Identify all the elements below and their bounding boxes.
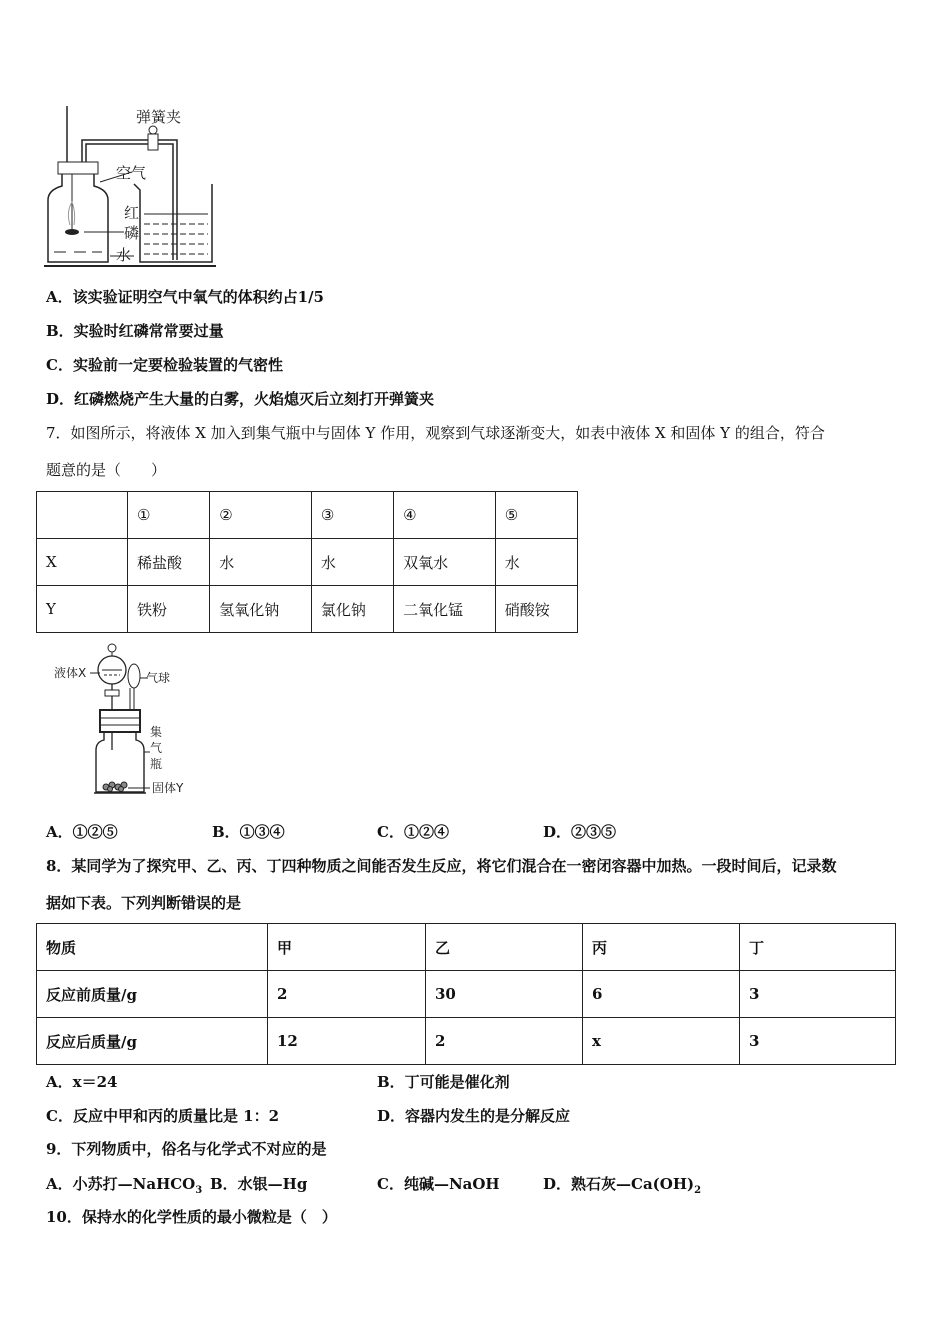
table-cell: 氢氧化钠 [210,586,312,633]
q8-stem-line1: 8．某同学为了探究甲、乙、丙、丁四种物质之间能否发生反应，将它们混合在一密闭容器中加热。一段时间后，记录数 [46,857,837,875]
table-row [37,492,578,539]
table-cell: 3 [740,971,896,1018]
q7-option-b: B．①③④ [212,823,285,841]
q8-option-c: C．反应中甲和丙的质量比是 1：2 [46,1107,280,1125]
table-row [37,586,578,633]
table-cell: 稀盐酸 [128,539,210,586]
table-row [37,924,896,971]
table-cell: 6 [583,971,740,1018]
q7-stem-line1: 7．如图所示，将液体 X 加入到集气瓶中与固体 Y 作用，观察到气球逐渐变大，如表中液体 X 和固体 Y 的组合，符合 [46,424,825,442]
q7-apparatus-figure [50,640,200,800]
q8-table [36,923,896,1065]
q6-option-b: B．实验时红磷常常要过量 [46,322,224,340]
table-cell: ① [128,492,210,539]
q8-option-a: A．x＝24 [46,1073,118,1091]
table-cell: ② [210,492,312,539]
table-cell: 乙 [426,924,583,971]
q8-stem-line2: 据如下表。下列判断错误的是 [46,894,242,912]
q8-option-d: D．容器内发生的是分解反应 [377,1107,571,1125]
table-cell: 2 [268,971,426,1018]
q6-option-d: D．红磷燃烧产生大量的白雾，火焰熄灭后立刻打开弹簧夹 [46,390,435,408]
table-cell: 丙 [583,924,740,971]
table-cell: ③ [311,492,393,539]
q7-option-a: A．①②⑤ [46,823,118,841]
q9-option-a: A．小苏打—NaHCO$_3$ [46,1175,203,1196]
table-cell: 铁粉 [128,586,210,633]
table-cell: 2 [426,1018,583,1065]
q6-label-clamp: 弹簧夹 [136,108,182,126]
q7-table [36,491,578,633]
q6-label-water: 水 [116,246,132,264]
table-cell: 丁 [740,924,896,971]
table-cell: 甲 [268,924,426,971]
q9-stem: 9．下列物质中，俗名与化学式不对应的是 [46,1140,327,1158]
table-cell: ⑤ [495,492,577,539]
q7-option-c: C．①②④ [377,823,449,841]
q6-label-air: 空气 [116,164,147,182]
q6-label-phosphorus-1: 红 [124,204,140,222]
table-cell: 氯化钠 [311,586,393,633]
table-cell: 反应后质量/g [37,1018,268,1065]
q7-stem-line2: 题意的是（ ） [46,461,167,479]
q7-label-bottle-1: 集 [150,725,163,739]
q7-option-d: D．②③⑤ [543,823,617,841]
table-cell: ④ [394,492,496,539]
table-cell: 二氧化锰 [394,586,496,633]
q8-option-b: B．丁可能是催化剂 [377,1073,510,1091]
q10-stem: 10．保持水的化学性质的最小微粒是（ ） [46,1208,337,1226]
table-cell: 3 [740,1018,896,1065]
q7-label-liquid: 液体X [54,666,87,680]
q9-option-d: D．熟石灰$—Ca(OH)_2$ [543,1175,702,1196]
table-cell: 水 [210,539,312,586]
q6-option-c: C．实验前一定要检验装置的气密性 [46,356,283,374]
q6-apparatus-figure [40,100,240,272]
table-cell: 30 [426,971,583,1018]
table-cell: 双氧水 [394,539,496,586]
table-cell: 硝酸铵 [495,586,577,633]
table-cell: x [583,1018,740,1065]
table-row [37,1018,896,1065]
q7-label-bottle-3: 瓶 [150,757,163,771]
q9-option-b: B．水银—Hg [210,1175,308,1193]
q6-option-a: A．该实验证明空气中氧气的体积约占1/5 [46,288,324,306]
table-cell: 反应前质量/g [37,971,268,1018]
table-cell: X [37,539,128,586]
table-cell: 物质 [37,924,268,971]
q7-label-bottle-2: 气 [150,741,163,755]
table-cell: 12 [268,1018,426,1065]
table-cell: 水 [495,539,577,586]
table-row [37,971,896,1018]
table-cell: 水 [311,539,393,586]
q9-option-c: C．纯碱—NaOH [377,1175,500,1193]
table-row [37,539,578,586]
q7-label-solid: 固体Y [152,781,184,795]
table-cell: Y [37,586,128,633]
table-cell [37,492,128,539]
q7-label-balloon: 气球 [146,671,171,685]
q6-label-phosphorus-2: 磷 [124,224,140,242]
